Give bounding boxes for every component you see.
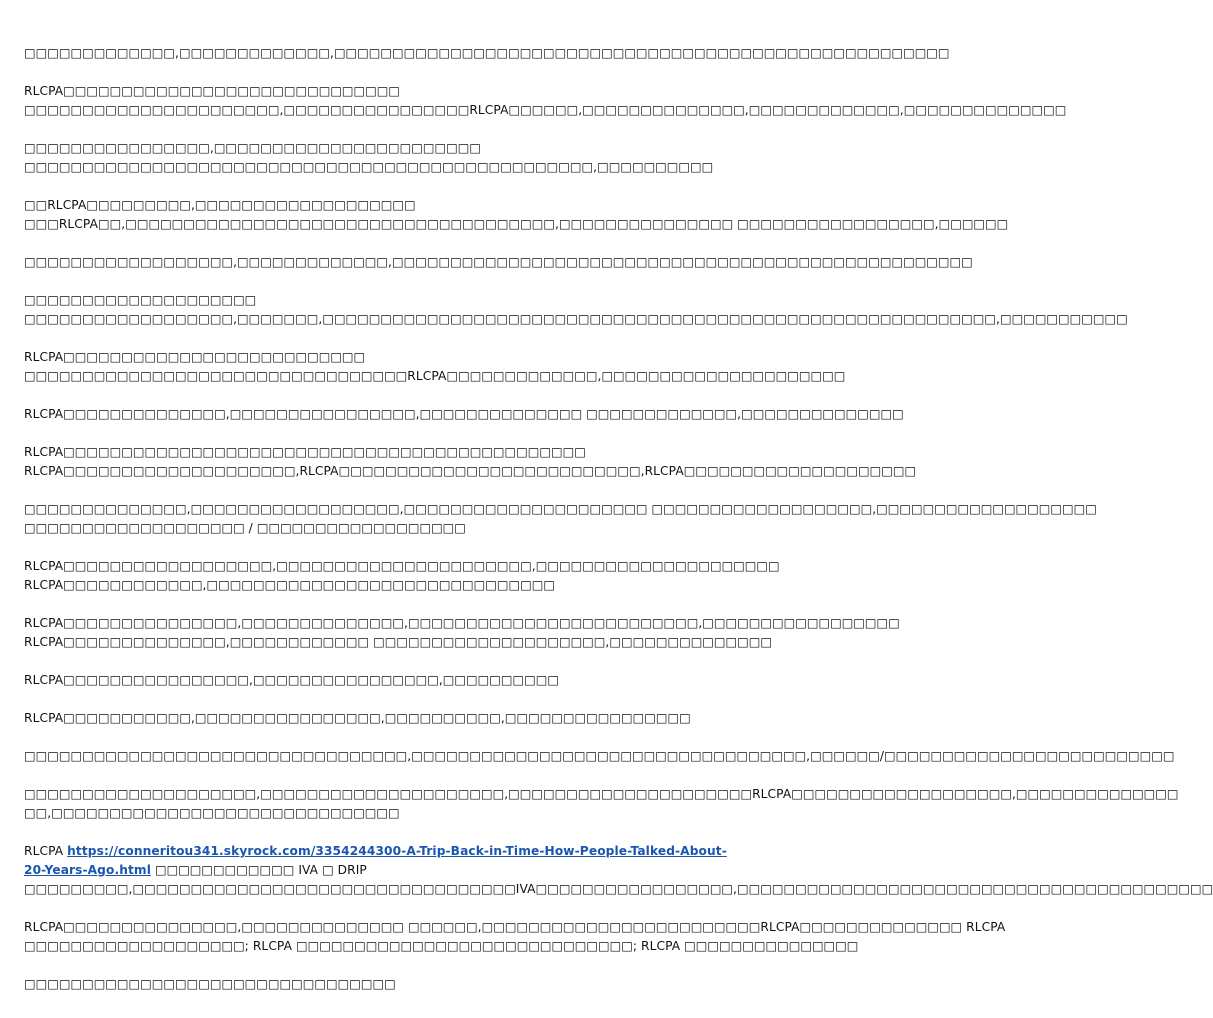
document-body: [24, 44, 1213, 1013]
text-line: RLCPA□□□□□□□□□□□□□□□□□□□□□□□□□□□□□: [24, 84, 401, 98]
text-line: □□□□□□□□□□□□□□□□□□□□□□□□□□□□□□□□□RLCPA□□□□□□□□□□□□□,□□□□□□□□□□□□□□□□□□□□□: [24, 369, 846, 383]
paragraph-18: [24, 975, 696, 994]
paragraph-1: [24, 44, 950, 63]
text-line: □□□□□□□□□□□□□□□□□□,□□□□□□□□□□□□□,□□□□□□□□□□□□□□□□□□□□□□□□□□□□□□□□□□□□□□□□□□□□□□□□□□: [24, 255, 973, 269]
text-line: □□,□□□□□□□□□□□□□□□□□□□□□□□□□□□□□□: [24, 806, 400, 820]
text-line: □□□□□□□□□□□□□□□□□□□□□□□□□□□□□□□□□□□□□□□□□□□□□□□□□,□□□□□□□□□□: [24, 160, 714, 174]
paragraph-7: [24, 348, 846, 386]
paragraph-11: [24, 557, 780, 595]
text-line: RLCPA□□□□□□□□□□□□□□□,□□□□□□□□□□□□□□ □□□□□□,□□□□□□□□□□□□□□□□□□□□□□□□RLCPA□□□□□□□□□□□□□□ RLCPA: [24, 920, 1006, 934]
paragraph-10: [24, 500, 1097, 538]
text-line: RLCPA□□□□□□□□□□□□□□,□□□□□□□□□□□□□□□□,□□□□□□□□□□□□□□ □□□□□□□□□□□□□,□□□□□□□□□□□□□□: [24, 407, 904, 421]
text-line: RLCPA□□□□□□□□□□□□□□□,□□□□□□□□□□□□□□,□□□□□□□□□□□□□□□□□□□□□□□□□,□□□□□□□□□□□□□□□□□: [24, 616, 900, 630]
link-suffix: □□□□□□□□□□□□ IVA □ DRIP: [150, 863, 367, 877]
text-line: □□□□□□□□□□□□□□□□□□□□,□□□□□□□□□□□□□□□□□□□□□,□□□□□□□□□□□□□□□□□□□□□RLCPA□□□□□□□□□□□□□□□□□□□,□□□□□□□□□□□□□□: [24, 787, 1179, 801]
text-line: □□□□□□□□□□□□□□□□□□□□□□□□□□□□□□□□□,□□□□□□□□□□□□□□□□□□□□□□□□□□□□□□□□□□,□□□□□□/□□□□□□□□□□□□□□□□□□□□□□□□□: [24, 749, 1175, 763]
link-prefix: RLCPA: [24, 844, 68, 858]
text-line: □□□□□□□□□□□□□□□□□□□□□□,□□□□□□□□□□□□□□□□RLCPA□□□□□□,□□□□□□□□□□□□□□,□□□□□□□□□□□□□,□□□□□□□□□□□□□□: [24, 103, 1067, 117]
text-line: RLCPA□□□□□□□□□□□□□□□□,□□□□□□□□□□□□□□□□,□□□□□□□□□□: [24, 673, 559, 687]
text-line: □□□□□□□□□□□□□□□□□□□□: [24, 293, 257, 307]
paragraph-12: [24, 614, 900, 652]
paragraph-5: [24, 253, 973, 272]
paragraph-2: [24, 82, 1067, 120]
text-line: □□□RLCPA□□,□□□□□□□□□□□□□□□□□□□□□□□□□□□□□□□□□□□□□,□□□□□□□□□□□□□□□ □□□□□□□□□□□□□□□□□,□□□□□□: [24, 217, 1009, 231]
article-link-continued[interactable]: 20-Years-Ago.html: [24, 863, 151, 877]
text-line: RLCPA□□□□□□□□□□□□□□□□□□□□□□□□□□: [24, 350, 366, 364]
paragraph-8: [24, 405, 904, 424]
text-line: RLCPA□□□□□□□□□□□,□□□□□□□□□□□□□□□□,□□□□□□□□□□,□□□□□□□□□□□□□□□□: [24, 711, 691, 725]
text-line: □□□□□□□□□□□□□□□□,□□□□□□□□□□□□□□□□□□□□□□□: [24, 141, 481, 155]
article-link[interactable]: https://conneritou341.skyrock.com/3354244300-A-Trip-Back-in-Time-How-People-Talked-About-: [67, 844, 727, 858]
paragraph-3: [24, 139, 714, 177]
paragraph-6: [24, 291, 1128, 329]
text-line: RLCPA□□□□□□□□□□□□□□,□□□□□□□□□□□□ □□□□□□□□□□□□□□□□□□□□,□□□□□□□□□□□□□□: [24, 635, 772, 649]
paragraph-14: [24, 709, 696, 728]
text-line: RLCPA□□□□□□□□□□□□,□□□□□□□□□□□□□□□□□□□□□□□□□□□□□□: [24, 578, 555, 592]
link-paragraph: [24, 842, 1213, 899]
paragraph-16: [24, 785, 1179, 823]
paragraph-4: [24, 196, 1009, 234]
text-line: □□□□□□□□□□□□□,□□□□□□□□□□□□□,□□□□□□□□□□□□□□□□□□□□□□□□□□□□□□□□□□□□□□□□□□□□□□□□□□□□□: [24, 46, 950, 60]
text-line: RLCPA□□□□□□□□□□□□□□□□□□,□□□□□□□□□□□□□□□□□□□□□□,□□□□□□□□□□□□□□□□□□□□□: [24, 559, 780, 573]
text-line: [24, 842, 727, 861]
text-line: □□□□□□□□□□□□□□□□□□□ / □□□□□□□□□□□□□□□□□□: [24, 521, 466, 535]
paragraph-13: [24, 671, 696, 690]
paragraph-9: [24, 443, 917, 481]
paragraph-15: [24, 747, 1175, 766]
text-line: □□□□□□□□□□□□□□□□□□□□□□□□□□□□□□□□: [24, 977, 396, 991]
paragraph-17: [24, 918, 1006, 956]
text-line: □□□□□□□□□□□□□□□□□□,□□□□□□□,□□□□□□□□□□□□□□□□□□□□□□□□□□□□□□□□□□□□□□□□□□□□□□□□□□□□□□□□□□,□□□□□□□□□□□: [24, 312, 1128, 326]
text-line: □□□□□□□□□□□□□□,□□□□□□□□□□□□□□□□□□,□□□□□□□□□□□□□□□□□□□□□ □□□□□□□□□□□□□□□□□□□,□□□□□□□□□□□□□□□□□□□: [24, 502, 1097, 516]
text-line: RLCPA□□□□□□□□□□□□□□□□□□□□,RLCPA□□□□□□□□□□□□□□□□□□□□□□□□□□,RLCPA□□□□□□□□□□□□□□□□□□□□: [24, 464, 917, 478]
text-line: □□RLCPA□□□□□□□□□,□□□□□□□□□□□□□□□□□□□: [24, 198, 416, 212]
text-line: [24, 861, 696, 880]
text-line: □□□□□□□□□,□□□□□□□□□□□□□□□□□□□□□□□□□□□□□□□□□IVA□□□□□□□□□□□□□□□□□,□□□□□□□□□□□□□□□□□□□□□□□□□□□□□□□□□□□□□□□□□: [24, 882, 1213, 896]
text-line: RLCPA□□□□□□□□□□□□□□□□□□□□□□□□□□□□□□□□□□□□□□□□□□□□□: [24, 445, 586, 459]
text-line: □□□□□□□□□□□□□□□□□□□; RLCPA □□□□□□□□□□□□□□□□□□□□□□□□□□□□□; RLCPA □□□□□□□□□□□□□□□: [24, 939, 859, 953]
